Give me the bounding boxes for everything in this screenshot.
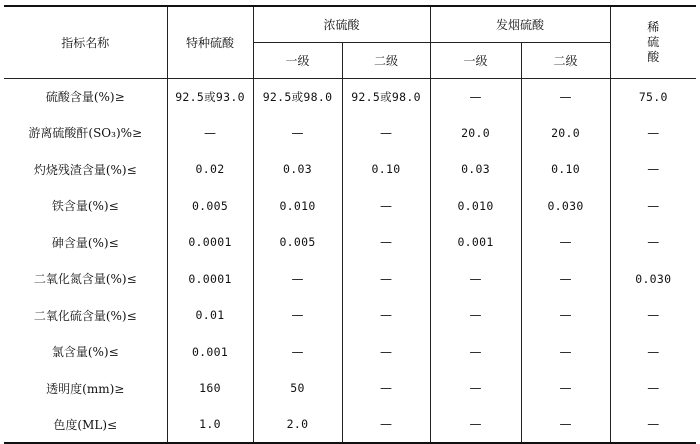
value-cell-concentrated-grade-2: — [342, 370, 430, 407]
value-cell-concentrated-grade-2: — [342, 407, 430, 444]
header-dilute-sulfuric-acid [610, 6, 696, 78]
value-cell-dilute: — [610, 115, 696, 152]
value-cell-special: 0.001 [167, 334, 253, 371]
header-special-sulfuric-acid: 特种硫酸 [167, 6, 253, 78]
value-cell-fuming-grade-2: 20.0 [521, 115, 610, 152]
value-cell-dilute: — [610, 407, 696, 444]
header-concentrated-grade-2: 二级 [342, 42, 430, 78]
value-cell-fuming-grade-1: 0.03 [430, 151, 521, 188]
table-row [4, 334, 696, 371]
value-cell-special: 92.5或93.0 [167, 78, 253, 115]
header-fuming-grade-1: 一级 [430, 42, 521, 78]
value-cell-fuming-grade-1: — [430, 370, 521, 407]
value-cell-fuming-grade-2: — [521, 334, 610, 371]
value-cell-special: 0.0001 [167, 261, 253, 298]
table-row [4, 370, 696, 407]
value-cell-fuming-grade-2: — [521, 261, 610, 298]
table-row [4, 115, 696, 152]
header-row-1 [4, 6, 696, 42]
value-cell-dilute: — [610, 334, 696, 371]
value-cell-fuming-grade-2: — [521, 370, 610, 407]
header-fuming-sulfuric-acid: 发烟硫酸 [430, 6, 610, 42]
value-cell-concentrated-grade-2: 92.5或98.0 [342, 78, 430, 115]
header-dilute-label: 稀硫酸 [647, 19, 660, 64]
indicator-name-cell: 色度(ML)≤ [4, 407, 167, 444]
value-cell-concentrated-grade-1: 0.005 [253, 224, 342, 261]
indicator-name-cell: 灼烧残渣含量(%)≤ [33, 162, 137, 177]
table-row [4, 224, 696, 261]
value-cell-special: 1.0 [167, 407, 253, 444]
value-cell-fuming-grade-1: — [430, 78, 521, 115]
indicator-name-cell: 砷含量(%)≤ [51, 235, 119, 250]
value-cell-fuming-grade-1: 0.010 [430, 188, 521, 225]
header-concentrated-sulfuric-acid: 浓硫酸 [253, 6, 430, 42]
value-cell-fuming-grade-2: — [521, 78, 610, 115]
value-cell-fuming-grade-1: — [430, 334, 521, 371]
table-row [4, 261, 696, 298]
value-cell-fuming-grade-1: — [430, 261, 521, 298]
table-row [4, 151, 696, 188]
table-row [4, 188, 696, 225]
table-row [4, 297, 696, 334]
value-cell-special: 0.005 [167, 188, 253, 225]
value-cell-dilute: — [610, 151, 696, 188]
indicator-name-cell: 二氧化氮含量(%)≤ [33, 272, 137, 287]
header-fuming-grade-2: 二级 [521, 42, 610, 78]
value-cell-concentrated-grade-1: — [253, 261, 342, 298]
value-cell-concentrated-grade-1: 2.0 [253, 407, 342, 444]
header-concentrated-grade-1: 一级 [253, 42, 342, 78]
value-cell-concentrated-grade-2: — [342, 115, 430, 152]
value-cell-fuming-grade-2: 0.030 [521, 188, 610, 225]
value-cell-fuming-grade-2: 0.10 [521, 151, 610, 188]
table-body [4, 78, 696, 443]
value-cell-fuming-grade-2: — [521, 407, 610, 444]
value-cell-concentrated-grade-2: — [342, 224, 430, 261]
value-cell-concentrated-grade-1: 0.010 [253, 188, 342, 225]
value-cell-dilute: — [610, 370, 696, 407]
value-cell-special: 160 [167, 370, 253, 407]
value-cell-concentrated-grade-1: — [253, 297, 342, 334]
value-cell-fuming-grade-2: — [521, 297, 610, 334]
indicator-name-cell: 游离硫酸酐(SO₃)%≥ [28, 126, 143, 141]
value-cell-special: 0.01 [167, 297, 253, 334]
value-cell-concentrated-grade-1: — [253, 115, 342, 152]
indicator-name-cell: 氯含量(%)≤ [51, 345, 119, 360]
value-cell-special: 0.02 [167, 151, 253, 188]
value-cell-concentrated-grade-1: 50 [253, 370, 342, 407]
value-cell-concentrated-grade-2: 0.10 [342, 151, 430, 188]
sulfuric-acid-spec-table [4, 5, 696, 444]
table-row [4, 407, 696, 444]
value-cell-concentrated-grade-1: 92.5或98.0 [253, 78, 342, 115]
value-cell-concentrated-grade-2: — [342, 261, 430, 298]
value-cell-fuming-grade-1: — [430, 297, 521, 334]
value-cell-concentrated-grade-2: — [342, 188, 430, 225]
indicator-name-cell: 硫酸含量(%)≥ [45, 90, 125, 104]
value-cell-concentrated-grade-2: — [342, 297, 430, 334]
value-cell-dilute: — [610, 188, 696, 225]
value-cell-fuming-grade-1: — [430, 407, 521, 444]
value-cell-dilute: — [610, 297, 696, 334]
indicator-name-cell: 二氧化硫含量(%)≤ [33, 308, 137, 323]
value-cell-dilute: 75.0 [610, 78, 696, 115]
value-cell-concentrated-grade-1: — [253, 334, 342, 371]
value-cell-dilute: — [610, 224, 696, 261]
value-cell-special: — [167, 115, 253, 152]
value-cell-concentrated-grade-1: 0.03 [253, 151, 342, 188]
table-row [4, 78, 696, 115]
value-cell-fuming-grade-1: 0.001 [430, 224, 521, 261]
value-cell-dilute: 0.030 [610, 261, 696, 298]
header-indicator-name: 指标名称 [4, 6, 167, 78]
value-cell-concentrated-grade-2: — [342, 334, 430, 371]
indicator-name-cell: 透明度(mm)≥ [46, 381, 125, 396]
value-cell-fuming-grade-1: 20.0 [430, 115, 521, 152]
indicator-name-cell: 铁含量(%)≤ [51, 199, 119, 214]
value-cell-special: 0.0001 [167, 224, 253, 261]
value-cell-fuming-grade-2: — [521, 224, 610, 261]
